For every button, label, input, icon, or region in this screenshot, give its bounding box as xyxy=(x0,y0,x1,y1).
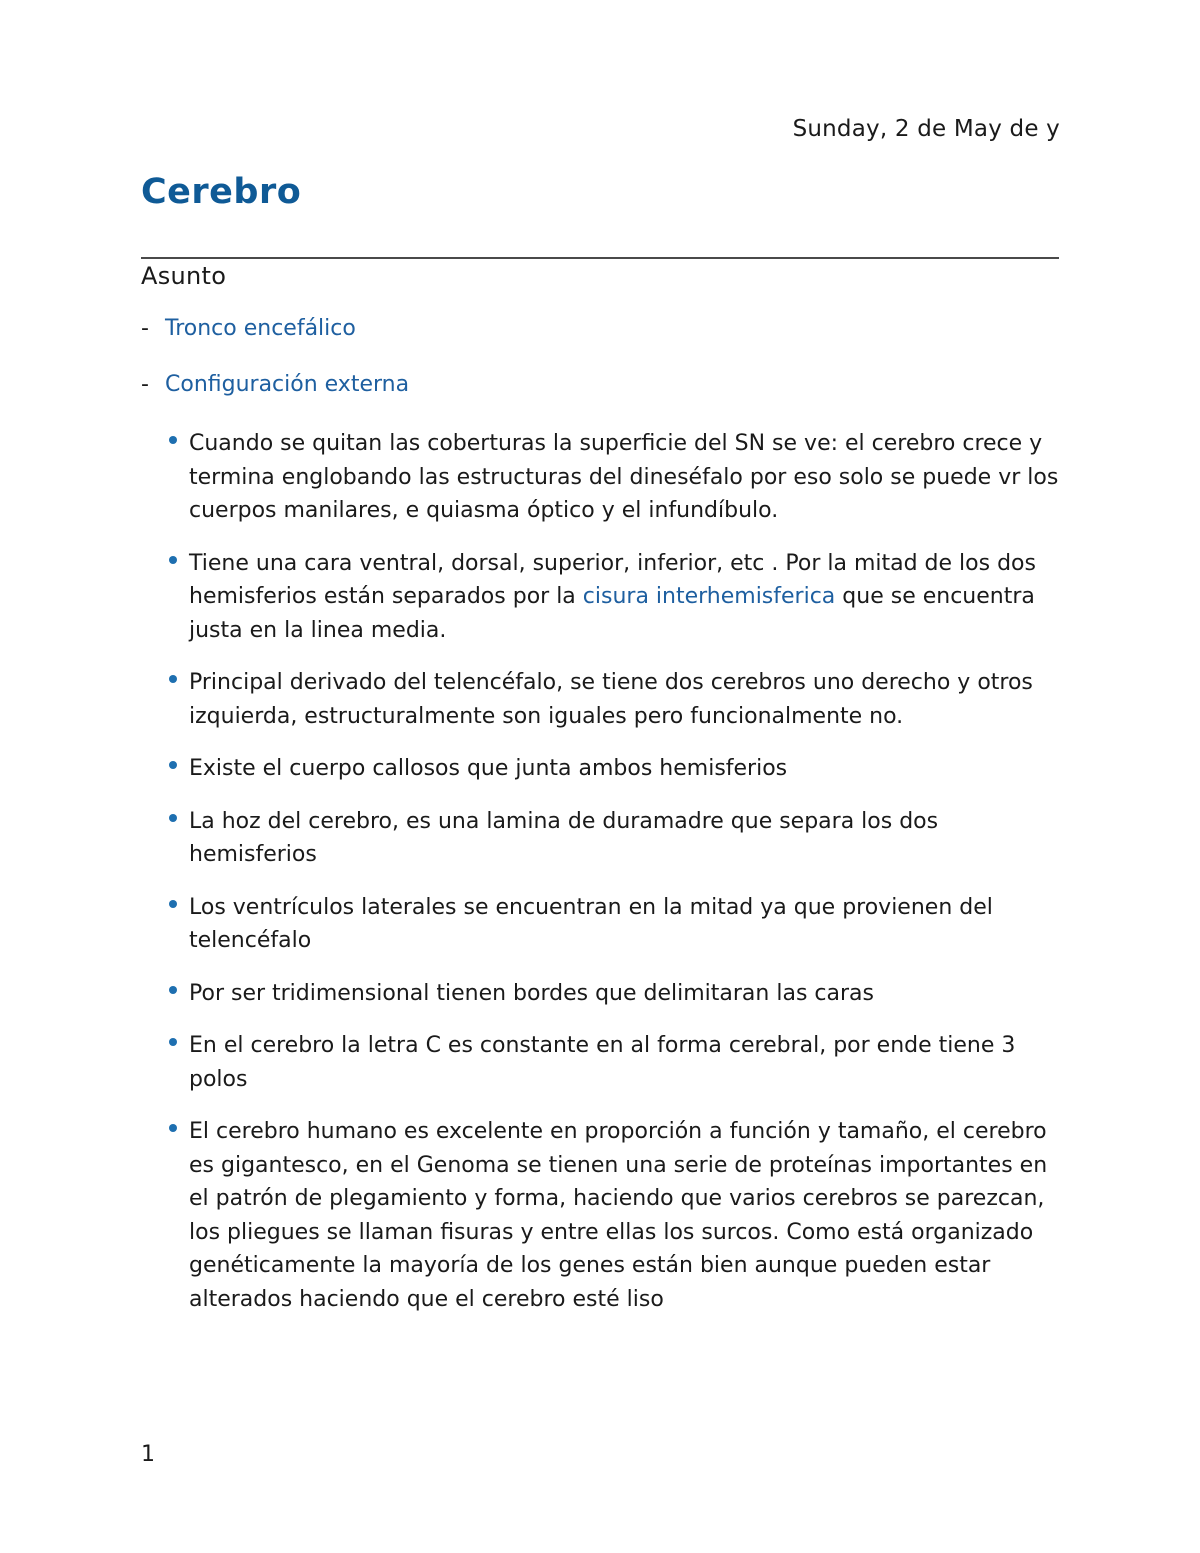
bullet-dot-icon xyxy=(169,900,177,908)
subject-label: Asunto xyxy=(141,262,227,290)
list-item xyxy=(166,891,1066,958)
bullet-text: El cerebro humano es excelente en proporción a función y tamaño, el cerebro es gigantesco, en el Genoma se tienen una serie de proteínas importantes en el patrón de plegamiento y forma, haciendo que varios cerebros se parezcan, los pliegues se llaman fisuras y entre ellas los surcos. Como está organizado genéticamente la mayoría de los genes están bien aunque pueden estar alterados haciendo que el cerebro esté liso xyxy=(189,1119,1048,1312)
page-number: 1 xyxy=(141,1442,155,1467)
list-item xyxy=(166,427,1066,528)
page-title: Cerebro xyxy=(141,172,302,212)
bullet-text-before: Tiene una cara ventral, dorsal, superior, inferior, etc . Por la mitad de los dos hemisferios están separados por la xyxy=(189,550,1036,609)
list-item xyxy=(166,805,1066,872)
title-divider xyxy=(141,257,1059,259)
bullet-text: Principal derivado del telencéfalo, se tiene dos cerebros uno derecho y otros izquierda, estructuralmente son iguales pero funcionalmente no. xyxy=(189,670,1033,729)
bullet-list xyxy=(166,427,1066,1335)
list-item xyxy=(166,1029,1066,1096)
cisura-interhemisferica-link[interactable]: cisura interhemisferica xyxy=(582,584,836,609)
bullet-text: Cuando se quitan las coberturas la superficie del SN se ve: el cerebro crece y termina englobando las estructuras del dineséfalo por eso solo se puede vr los cuerpos manilares, e quiasma óptico y el infundíbulo. xyxy=(189,431,1059,523)
list-item xyxy=(166,547,1066,648)
list-item xyxy=(166,1115,1066,1316)
bullet-text: La hoz del cerebro, es una lamina de duramadre que separa los dos hemisferios xyxy=(189,808,939,867)
topic-link-configuracion-externa[interactable]: Configuración externa xyxy=(165,372,410,397)
bullet-text: En el cerebro la letra C es constante en al forma cerebral, por ende tiene 3 polos xyxy=(189,1033,1016,1092)
list-item xyxy=(166,752,1066,786)
bullet-dot-icon xyxy=(169,1038,177,1046)
page-date: Sunday, 2 de May de y xyxy=(792,116,1060,142)
bullet-dot-icon xyxy=(169,986,177,994)
bullet-dot-icon xyxy=(169,761,177,769)
dash-marker: - xyxy=(141,372,149,397)
topic-item-configuracion xyxy=(141,372,409,397)
list-item xyxy=(166,666,1066,733)
bullet-text: Por ser tridimensional tienen bordes que delimitaran las caras xyxy=(189,980,874,1006)
bullet-text-after: que se encuentra justa en la linea media. xyxy=(189,584,1035,643)
topic-item-tronco xyxy=(141,316,356,341)
bullet-dot-icon xyxy=(169,556,177,564)
dash-marker: - xyxy=(141,316,149,341)
list-item xyxy=(166,977,1066,1011)
bullet-text: Existe el cuerpo callosos que junta ambos hemisferios xyxy=(189,756,788,781)
topic-link-tronco-encefalico[interactable]: Tronco encefálico xyxy=(165,316,356,341)
bullet-dot-icon xyxy=(169,436,177,444)
bullet-dot-icon xyxy=(169,1124,177,1132)
bullet-dot-icon xyxy=(169,814,177,822)
bullet-text: Los ventrículos laterales se encuentran en la mitad ya que provienen del telencéfalo xyxy=(189,894,993,953)
bullet-dot-icon xyxy=(169,675,177,683)
